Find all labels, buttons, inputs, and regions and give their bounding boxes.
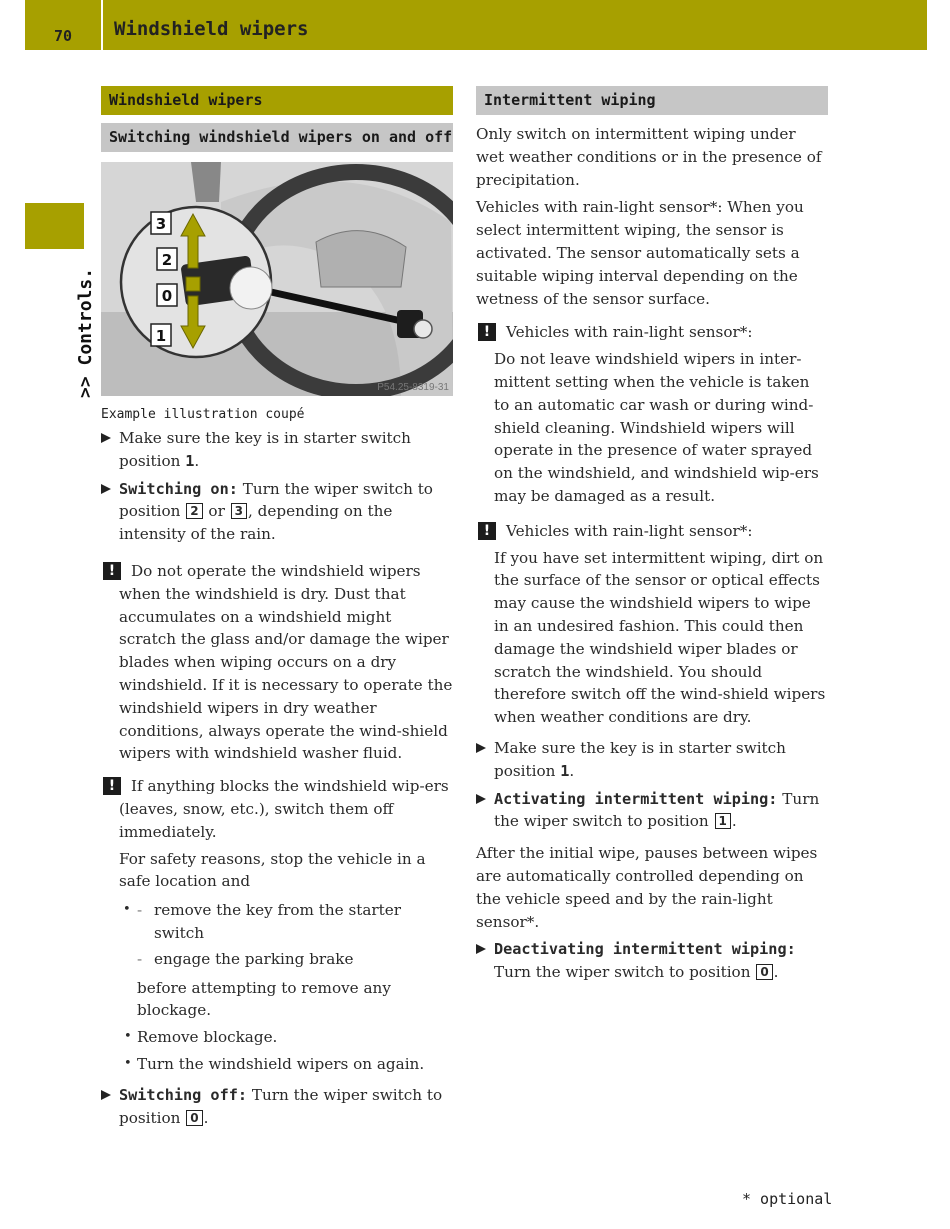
warning-dry-windshield: ! Do not operate the windshield wipers when the windshield is dry. Dust that accumulates on a windshield might scratch the glass and/or damage the wiper blades when wiping occurs on a dry windshield. If it is necessary to operate the windshield wipers in dry weather conditions, always operate the wind-shield wipers with windshield washer fluid. bbox=[101, 560, 453, 765]
list-item: - engage the parking brake bbox=[137, 949, 354, 968]
page-number: 70 bbox=[25, 0, 103, 50]
illustration-graphic bbox=[101, 162, 453, 396]
position-label-2: 2 bbox=[161, 251, 173, 269]
blockage-steps bbox=[123, 899, 453, 970]
right-column bbox=[476, 86, 828, 984]
step-key-position: Make sure the key is in starter switch position 1. bbox=[476, 737, 828, 783]
position-label-1: 1 bbox=[155, 327, 167, 345]
warning-icon: ! bbox=[478, 522, 496, 540]
step-switching-off: Switching off: Turn the wiper switch to position 0 . bbox=[101, 1084, 453, 1130]
position-box: 3 bbox=[231, 503, 247, 519]
warning-dirt-sensor: ! Vehicles with rain-light sensor*: If you have set intermittent wiping, dirt on the surface of the sensor or optical effects may cause the windshield wipers to wipe in an undesired fashion. This could then damage the windshield wiper blades or scratch the windshield. You should therefore switch off the wind-shield wipers when weather conditions are dry. bbox=[476, 520, 828, 729]
sensor-paragraph: Vehicles with rain-light sensor*: When you select intermittent wiping, the sensor is activated. The sensor automatically sets a suitable wiping interval depending on the wetness of the sensor surface. bbox=[476, 198, 804, 308]
subsection-title: Switching windshield wipers on and off bbox=[101, 123, 453, 152]
step-switching-on: Switching on: Turn the wiper switch to position 2 or 3 , depending on the intensity of the rain. bbox=[101, 478, 453, 546]
position-label-3: 3 bbox=[155, 215, 167, 233]
list-item: • Turn the windshield wipers on again. bbox=[124, 1054, 425, 1073]
side-tab-marker bbox=[25, 203, 84, 249]
interval-paragraph: After the initial wipe, pauses between wipes are automatically controlled depending on the vehicle speed and by the rain-light sensor*. bbox=[476, 844, 818, 931]
step-arrow-icon bbox=[101, 484, 111, 494]
wiper-switch-illustration bbox=[101, 162, 453, 396]
side-tab-label: >> Controls. bbox=[75, 267, 96, 398]
intro-paragraph: Only switch on intermittent wiping under wet weather conditions or in the presence of precipitation. bbox=[476, 125, 822, 189]
step-arrow-icon bbox=[476, 743, 486, 753]
position-box: 0 bbox=[756, 964, 772, 980]
step-arrow-icon bbox=[101, 433, 111, 443]
warning-icon: ! bbox=[103, 777, 121, 795]
position-label-0: 0 bbox=[161, 287, 173, 305]
left-column bbox=[101, 86, 453, 1129]
step-arrow-icon bbox=[476, 944, 486, 954]
list-item: • - remove the key from the starter switch bbox=[123, 901, 402, 942]
figure-caption: Example illustration coupé bbox=[101, 407, 305, 422]
section-title: Windshield wipers bbox=[101, 86, 453, 115]
list-item: • Remove blockage. bbox=[124, 1028, 278, 1047]
footer-optional-note: * optional bbox=[742, 1190, 833, 1208]
position-box: 1 bbox=[715, 813, 731, 829]
warning-car-wash: ! Vehicles with rain-light sensor*: Do not leave windshield wipers in inter-mittent setting when the vehicle is taken to an automatic car wash or during wind-shield cleaning. Windshield wipers will operate in the presence of water sprayed on the windshield, and windshield wip-ers may be damaged as a result. bbox=[476, 321, 828, 507]
step-arrow-icon bbox=[101, 1090, 111, 1100]
figure-code: P54.25-8319-31 bbox=[377, 382, 449, 393]
warning-icon: ! bbox=[478, 323, 496, 341]
section-title-intermittent: Intermittent wiping bbox=[476, 86, 828, 115]
step-deactivating-intermittent: Deactivating intermittent wiping: Turn the wiper switch to position 0 . bbox=[476, 938, 828, 984]
warning-blockage: ! If anything blocks the windshield wip-ers (leaves, snow, etc.), switch them off immediately. For safety reasons, stop the vehicle in a safe location and • - remove the key from the starter switch - engage the parking brake before attempting to remove any blockage. • Remove blockage. • Turn the windshield wipers on again. bbox=[101, 775, 453, 1076]
step-arrow-icon bbox=[476, 794, 486, 804]
warning-icon: ! bbox=[103, 562, 121, 580]
position-box: 2 bbox=[186, 503, 202, 519]
step-key-position: Make sure the key is in starter switch position 1. bbox=[101, 427, 453, 473]
step-activating-intermittent: Activating intermittent wiping: Turn the wiper switch to position 1 . bbox=[476, 788, 828, 834]
position-box: 0 bbox=[186, 1110, 202, 1126]
page-title: Windshield wipers bbox=[114, 18, 309, 40]
